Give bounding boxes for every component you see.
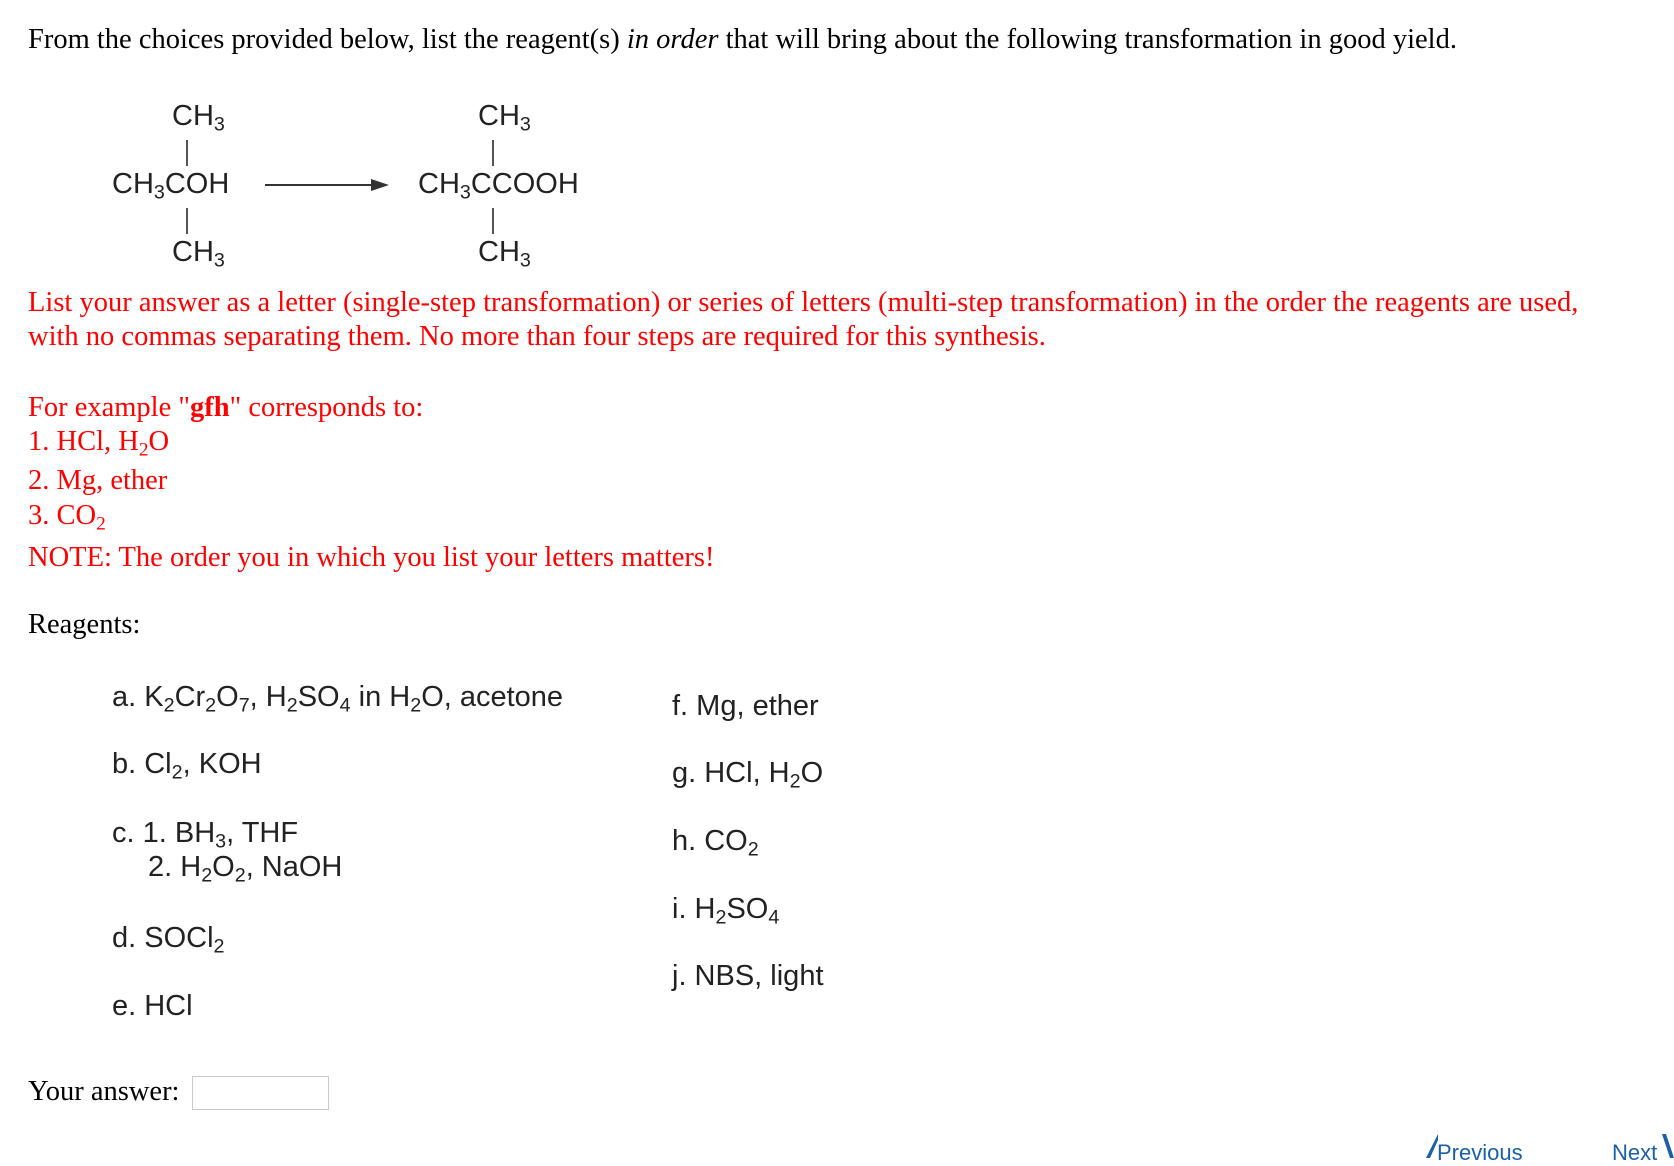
reagent-c-line-1: c. 1. $BH_3$, THF bbox=[112, 817, 299, 853]
product-bond-top bbox=[492, 140, 494, 166]
reagent-d: d. SOCl$_2$ bbox=[112, 922, 225, 958]
chevron-right-icon[interactable] bbox=[1662, 1134, 1674, 1158]
example-step-2: 2. Mg, ether bbox=[28, 465, 168, 496]
example-step-1: 1. HCl, $H_2O$ bbox=[28, 426, 170, 461]
question-prompt bbox=[28, 24, 1457, 56]
reagent-c-line-2: 2. $H_2O_2$, NaOH bbox=[148, 851, 343, 887]
reagent-a: a. $K_2Cr_2O_7$, $H_2SO_4$ in $H_2O$, acetone bbox=[112, 681, 564, 717]
answer-instructions bbox=[28, 286, 1578, 354]
reagent-i: i. $H_2SO_4$ bbox=[672, 893, 780, 929]
product-top-methyl: $CH_3$ bbox=[478, 100, 531, 136]
next-link[interactable]: Next bbox=[1612, 1140, 1658, 1165]
reagents-heading: Reagents: bbox=[28, 609, 141, 640]
reaction-arrow-icon bbox=[265, 175, 390, 195]
reagent-b: b. $Cl_2$, KOH bbox=[112, 748, 262, 784]
reactant-bond-bottom bbox=[186, 208, 188, 234]
answer-input[interactable] bbox=[192, 1076, 329, 1110]
reactant-bottom-methyl: $CH_3$ bbox=[172, 236, 225, 272]
instructions-line-2: with no commas separating them. No more than four steps are required for this synthesis. bbox=[28, 321, 1046, 352]
example-step-3: 3. $CO_2$ bbox=[28, 500, 106, 535]
question-prefix: From the choices provided below, list the reagent(s) bbox=[28, 24, 627, 55]
reagent-f: f. Mg, ether bbox=[672, 690, 819, 722]
reactant-main-chain: $CH_3COH$ bbox=[112, 168, 230, 204]
question-suffix: that will bring about the following transformation in good yield. bbox=[718, 24, 1457, 55]
reactant-bond-top bbox=[186, 140, 188, 166]
question-emphasis: in order bbox=[626, 24, 719, 55]
product-bottom-methyl: $CH_3$ bbox=[478, 236, 531, 272]
example-code: gfh bbox=[190, 392, 230, 423]
reagent-j: j. NBS, light bbox=[672, 960, 824, 992]
example-note: NOTE: The order you in which you list your letters matters! bbox=[28, 542, 715, 573]
reagent-h: h. $CO_2$ bbox=[672, 825, 759, 861]
product-main-chain: $CH_3CCOOH$ bbox=[418, 168, 579, 204]
instructions-line-1: List your answer as a letter (single-step transformation) or series of letters (multi-step transformation) in the order the reagents are used, bbox=[28, 287, 1579, 318]
answer-label: Your answer: bbox=[28, 1076, 180, 1107]
reagent-g: g. HCl, $H_2O$ bbox=[672, 757, 824, 793]
previous-link[interactable]: Previous bbox=[1437, 1140, 1523, 1165]
example-intro: For example "gfh" corresponds to: bbox=[28, 392, 424, 423]
reactant-top-methyl: $CH_3$ bbox=[172, 100, 225, 136]
product-bond-bottom bbox=[492, 208, 494, 234]
reagent-e: e. HCl bbox=[112, 990, 193, 1022]
